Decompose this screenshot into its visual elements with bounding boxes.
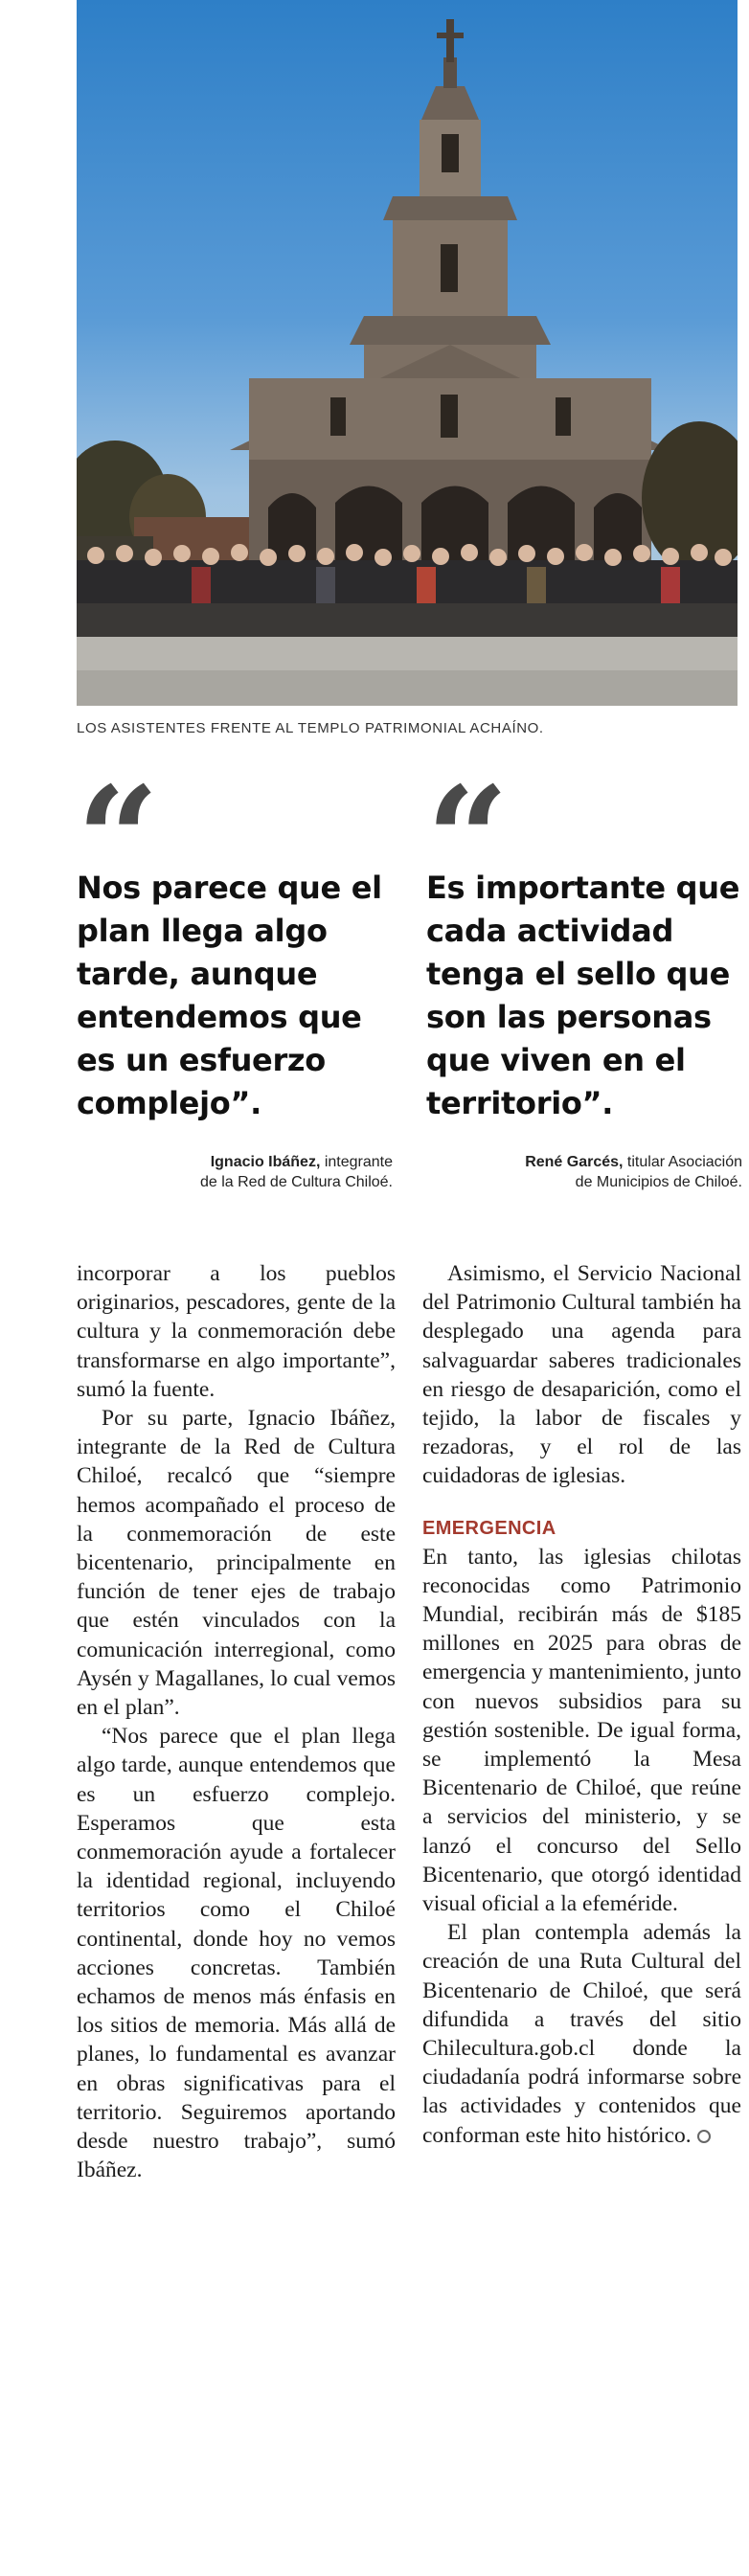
quote-role: de Municipios de Chiloé.	[575, 1174, 742, 1190]
quote-text: Nos parece que el plan llega algo tarde, aunque entendemos que es un esfuerzo complejo”.	[77, 870, 382, 1121]
quote-attribution-garces	[426, 1152, 742, 1192]
quote-author: René Garcés,	[525, 1154, 624, 1170]
article-paragraph-text: El plan contempla además la creación de una Ruta Cultural del Bicentenario de Chiloé, que será difundida a través del sitio Chilecultura.gob.cl donde la ciudadanía podrá informarse sobre las actividades y contenidos que conforman este hito histórico.	[422, 1920, 741, 2148]
pull-quote-ibanez	[77, 756, 393, 1125]
article-paragraph: “Nos parece que el plan llega algo tarde, aunque entendemos que es un esfuerzo complejo. Esperamos que esta conmemoración ayude a fortalecer la identidad regional, incluyendo territorios como el Chiloé continental, donde hoy no vemos acciones concretas. También echamos de menos más énfasis en los sitios de memoria. Más allá de planes, lo fundamental es avanzar en obras significativas para el territorio. Seguiremos aportando desde nuestro trabajo”, sumó Ibáñez.	[77, 1724, 396, 2183]
article-column-right	[422, 1259, 741, 2150]
end-mark-icon	[697, 2130, 711, 2143]
pull-quote-garces	[426, 756, 742, 1125]
quote-role: de la Red de Cultura Chiloé.	[199, 1174, 393, 1190]
quote-mark-icon: “	[77, 756, 148, 924]
quote-role: titular Asociación	[623, 1154, 742, 1170]
quote-text: Es importante que cada actividad tenga el sello que son las personas que viven en el territorio”.	[426, 870, 740, 1121]
quote-author: Ignacio Ibáñez,	[210, 1154, 321, 1170]
article-paragraph: Por su parte, Ignacio Ibáñez, integrante de la Red de Cultura Chiloé, recalcó que “siempre hemos acompañado el proceso de la conmemoración de este bicentenario, principalmente en función de tener ejes de trabajo que estén vinculados con la comunicación interregional, como Aysén y Magallanes, lo cual vemos en el plan”.	[77, 1406, 396, 1721]
article-paragraph: incorporar a los pueblos originarios, pescadores, gente de la cultura y la conmemoración debe transformarse en algo importante”, sumó la fuente.	[77, 1261, 396, 1402]
article-column-left	[77, 1259, 396, 2185]
section-subhead: EMERGENCIA	[422, 1517, 556, 1539]
quote-attribution-ibanez	[77, 1152, 393, 1192]
photo-caption: LOS ASISTENTES FRENTE AL TEMPLO PATRIMONIAL ACHAÍNO.	[77, 720, 544, 736]
church-illustration	[77, 0, 738, 706]
article-paragraph: En tanto, las iglesias chilotas reconocidas como Patrimonio Mundial, recibirán más de $185 millones en 2025 para obras de emergencia y mantenimiento, junto con nuevos subsidios para su gestión sostenible. De igual forma, se implementó la Mesa Bicentenario de Chiloé, que reúne a servicios del ministerio, y se lanzó el concurso del Sello Bicentenario, que otorgó identidad visual oficial a la efeméride.	[422, 1544, 741, 1917]
church-photo	[77, 0, 738, 706]
article-paragraph: Asimismo, el Servicio Nacional del Patrimonio Cultural también ha desplegado una agenda para salvaguardar saberes tradicionales en riesgo de desaparición, como el tejido, la labor de fiscales y rezadoras, y el rol de las cuidadoras de iglesias.	[422, 1261, 741, 1489]
article-paragraph-final	[422, 1918, 741, 2150]
quote-mark-icon: “	[426, 756, 498, 924]
quote-role: integrante	[320, 1154, 393, 1170]
